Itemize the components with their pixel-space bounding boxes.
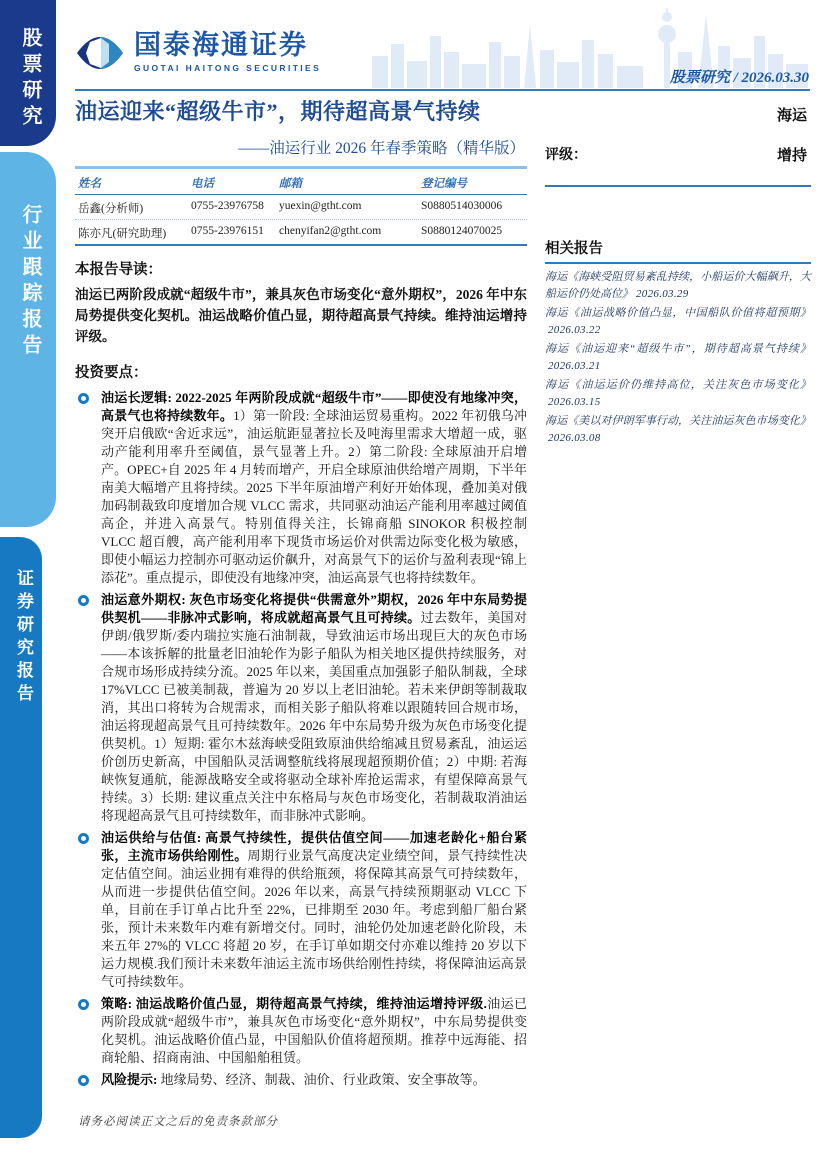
analyst-name: 岳鑫(分析师) <box>78 202 144 215</box>
bullet-body: 油运已两阶段成就“超级牛市”，兼具灰色市场变化“意外期权”，中东局势提供变化契机。油运战略价值凸显，中国船队价值将超预期。推荐中远海能、招商轮船、招商南油、中国船舶租赁。 <box>101 995 527 1065</box>
industry-tag: 海运 <box>776 108 807 124</box>
header-category-date <box>670 66 809 87</box>
sidebar-label: 股票研究 <box>19 27 41 131</box>
list-item[interactable] <box>545 269 811 302</box>
list-item[interactable] <box>545 377 811 410</box>
rating-value: 增持 <box>776 148 807 164</box>
bullet-icon <box>78 999 89 1010</box>
bullet-body: 1）第一阶段: 全球油运贸易重构。2022 年初俄乌冲突开启俄欧“舍近求远”，油运航距显著拉长及吨海里需求大增超一成，驱动产能利用率升至阈值，景气显著上升。2）第二阶段: 全球原油开启增产。OPEC+自 2025 年 4 月转而增产，开启全球原油供给增产周期，下半年南美大幅增产且将持续。2025 下半年原油增产利好开始体现，叠加美对俄加码制裁致印度增加合规 VLCC 需求，共同驱动油运产能利用率越过阈值高企，并进入高景气。特别值得关注，长锦商船 SINOKOR 积极控制 VLCC 超百艘，高产能利用率下现货市场运价对供需边际变化极为敏感，即使小幅运力控制亦可驱动运价飙升，对高景气下的运价与盈利表现“锦上添花”。重点提示，即使没有地缘冲突，油运高景气也将持续数年。 <box>101 407 527 585</box>
analyst-table-header <box>75 169 527 195</box>
bullet-icon <box>78 1075 89 1086</box>
header-date: 2026.03.30 <box>741 70 809 86</box>
related-report-title[interactable]: 海运《油运运价仍维持高位，关注灰色市场变化》 <box>545 379 811 391</box>
list-item <box>75 995 527 1067</box>
analyst-phone: 0755-23976758 <box>191 199 264 212</box>
analyst-table <box>75 166 527 246</box>
related-report-date: 2026.03.15 <box>548 395 601 408</box>
bullet-body: 过去数年，美国对伊朗/俄罗斯/委内瑞拉实施石油制裁，导致油运市场出现巨大的灰色市场——本该拆解的批量老旧油轮作为影子船队为相关地区提供持续服务，对合规市场形成持续分流。2025 年以来，美国重点加强影子船队制裁，全球 17%VLCC 已被美制裁，普遍为 20 岁以上老旧油轮。若未来伊朗等制裁取消，其出口将转为合规需求，而相关影子船队将难以跟随转回合规市场，油运将现超高景气且可持续数年。2026 年中东局势升级为灰色市场变化提供契机。1）短期: 霍尔木兹海峡受阻致原油供给缩减且贸易紊乱，油运运价创历史新高，中国船队灵活调整航线将展现超预期价值；2）中期: 若海峡恢复通航，能源战略安全或将驱动全球补库抢运需求，有望保障高景气持续。3）长期: 建议重点关注中东格局与灰色市场变化，若制裁取消油运将现超高景气且可持续数年，而非脉冲式影响。 <box>101 609 527 823</box>
brand-lens-icon <box>76 30 124 76</box>
sidebar-label: 行业跟踪报告 <box>19 204 41 360</box>
analyst-name: 陈亦凡(研究助理) <box>78 227 167 240</box>
guide-summary: 油运已两阶段成就“超级牛市”，兼具灰色市场变化“意外期权”，2026 年中东局势提供变化契机。油运战略价值凸显，期待超高景气持续。维持油运增持评级。 <box>75 286 527 344</box>
guide-heading: 本报告导读： <box>75 261 162 278</box>
list-item <box>75 829 527 991</box>
header-rule <box>75 89 810 91</box>
list-item[interactable] <box>545 305 811 338</box>
brand-name-cn: 国泰海通证券 <box>134 30 308 60</box>
analyst-reg: S0880514030006 <box>421 199 503 212</box>
related-report-date: 2026.03.21 <box>548 359 601 372</box>
bullet-lead: 油运供给与估值: 高景气持续性，提供估值空间——加速老龄化+船台紧张，主流市场供给刚性。 <box>101 829 527 863</box>
col-phone: 电话 <box>191 177 214 190</box>
list-item <box>75 591 527 825</box>
col-name: 姓名 <box>78 177 101 190</box>
sidebar-band-stock-research <box>0 0 56 146</box>
key-points-heading: 投资要点： <box>75 364 148 381</box>
analyst-phone: 0755-23976151 <box>191 224 264 237</box>
related-report-title[interactable]: 海运《油运战略价值凸显，中国船队价值将超预期》 <box>545 307 811 319</box>
rating-rule <box>545 185 811 187</box>
list-item <box>75 1071 527 1089</box>
bullet-icon <box>78 833 89 844</box>
bullet-icon <box>78 595 89 606</box>
col-email: 邮箱 <box>279 177 302 190</box>
table-row <box>75 195 527 220</box>
table-row <box>75 220 527 244</box>
report-title: 油运迎来“超级牛市”，期待超高景气持续 <box>75 99 481 124</box>
related-reports-heading: 相关报告 <box>545 237 811 264</box>
rating-row <box>545 144 811 165</box>
bullet-lead: 策略: 油运战略价值凸显，期待超高景气持续，维持油运增持评级. <box>101 995 487 1011</box>
related-report-date: 2026.03.08 <box>548 431 601 444</box>
related-report-date: 2026.03.22 <box>548 323 601 336</box>
related-report-title[interactable]: 海运《海峡受阻贸易紊乱持续，小船运价大幅飙升，大船运价仍处高位》 <box>545 271 811 300</box>
footer-disclaimer: 请务必阅读正文之后的免责条款部分 <box>78 1116 278 1128</box>
list-item[interactable] <box>545 341 811 374</box>
analyst-reg: S0880124070025 <box>421 224 503 237</box>
list-item <box>75 389 527 587</box>
sidebar-label: 证券研究报告 <box>14 569 33 707</box>
list-item[interactable] <box>545 413 811 446</box>
key-points-list <box>75 389 527 1089</box>
related-report-title[interactable]: 海运《油运迎来“超级牛市”，期待超高景气持续》 <box>545 343 811 355</box>
bullet-body: 地缘局势、经济、制裁、油价、行业政策、安全事故等。 <box>157 1071 486 1087</box>
header-category: 股票研究 <box>669 70 730 86</box>
bullet-lead: 油运意外期权: 灰色市场变化将提供“供需意外”期权，2026 年中东局势提供契机——非脉冲式影响，将成就超高景气且可持续。 <box>101 591 527 625</box>
header-separator: / <box>733 70 738 86</box>
analyst-email: yuexin@gtht.com <box>279 199 362 212</box>
analyst-email: chenyifan2@gtht.com <box>279 224 382 237</box>
rating-label: 评级： <box>545 148 587 163</box>
related-report-date: 2026.03.29 <box>636 287 689 300</box>
report-subtitle: ——油运行业 2026 年春季策略（精华版） <box>238 139 525 157</box>
bullet-icon <box>78 393 89 404</box>
bullet-lead: 风险提示: <box>101 1071 158 1087</box>
brand-name-en: GUOTAI HAITONG SECURITIES <box>134 63 322 73</box>
brand-logo <box>76 30 321 76</box>
bullet-body: 周期行业景气高度决定业绩空间，景气持续性决定估值空间。油运业拥有难得的供给瓶颈，将保障其高景气可持续数年，从而进一步提供估值空间。2026 年以来，高景气持续预期驱动 VLCC 下单，目前在手订单占比升至 22%，已排期至 2030 年。考虑到船厂船台紧张，预计未来数年内难有新增交付。同时，油轮仍处加速老龄化阶段，未来五年 27%的 VLCC 将超 20 岁，在手订单如期交付亦难以维持 20 岁以下运力规模.我们预计未来数年油运主流市场供给刚性持续，将保障油运高景气可持续数年。 <box>101 847 527 989</box>
main-content <box>75 97 527 1093</box>
bullet-lead: 油运长逻辑: 2022-2025 年两阶段成就“超级牛市”——即使没有地缘冲突，高景气也将持续数年。 <box>101 389 527 423</box>
sidebar-band-securities-research <box>0 537 42 1138</box>
col-reg: 登记编号 <box>421 177 467 190</box>
side-panel <box>545 104 811 449</box>
related-report-title[interactable]: 海运《美以对伊朗军事行动，关注油运灰色市场变化》 <box>545 415 811 427</box>
sidebar-band-industry-tracking <box>0 152 56 527</box>
related-reports-list <box>545 269 811 446</box>
